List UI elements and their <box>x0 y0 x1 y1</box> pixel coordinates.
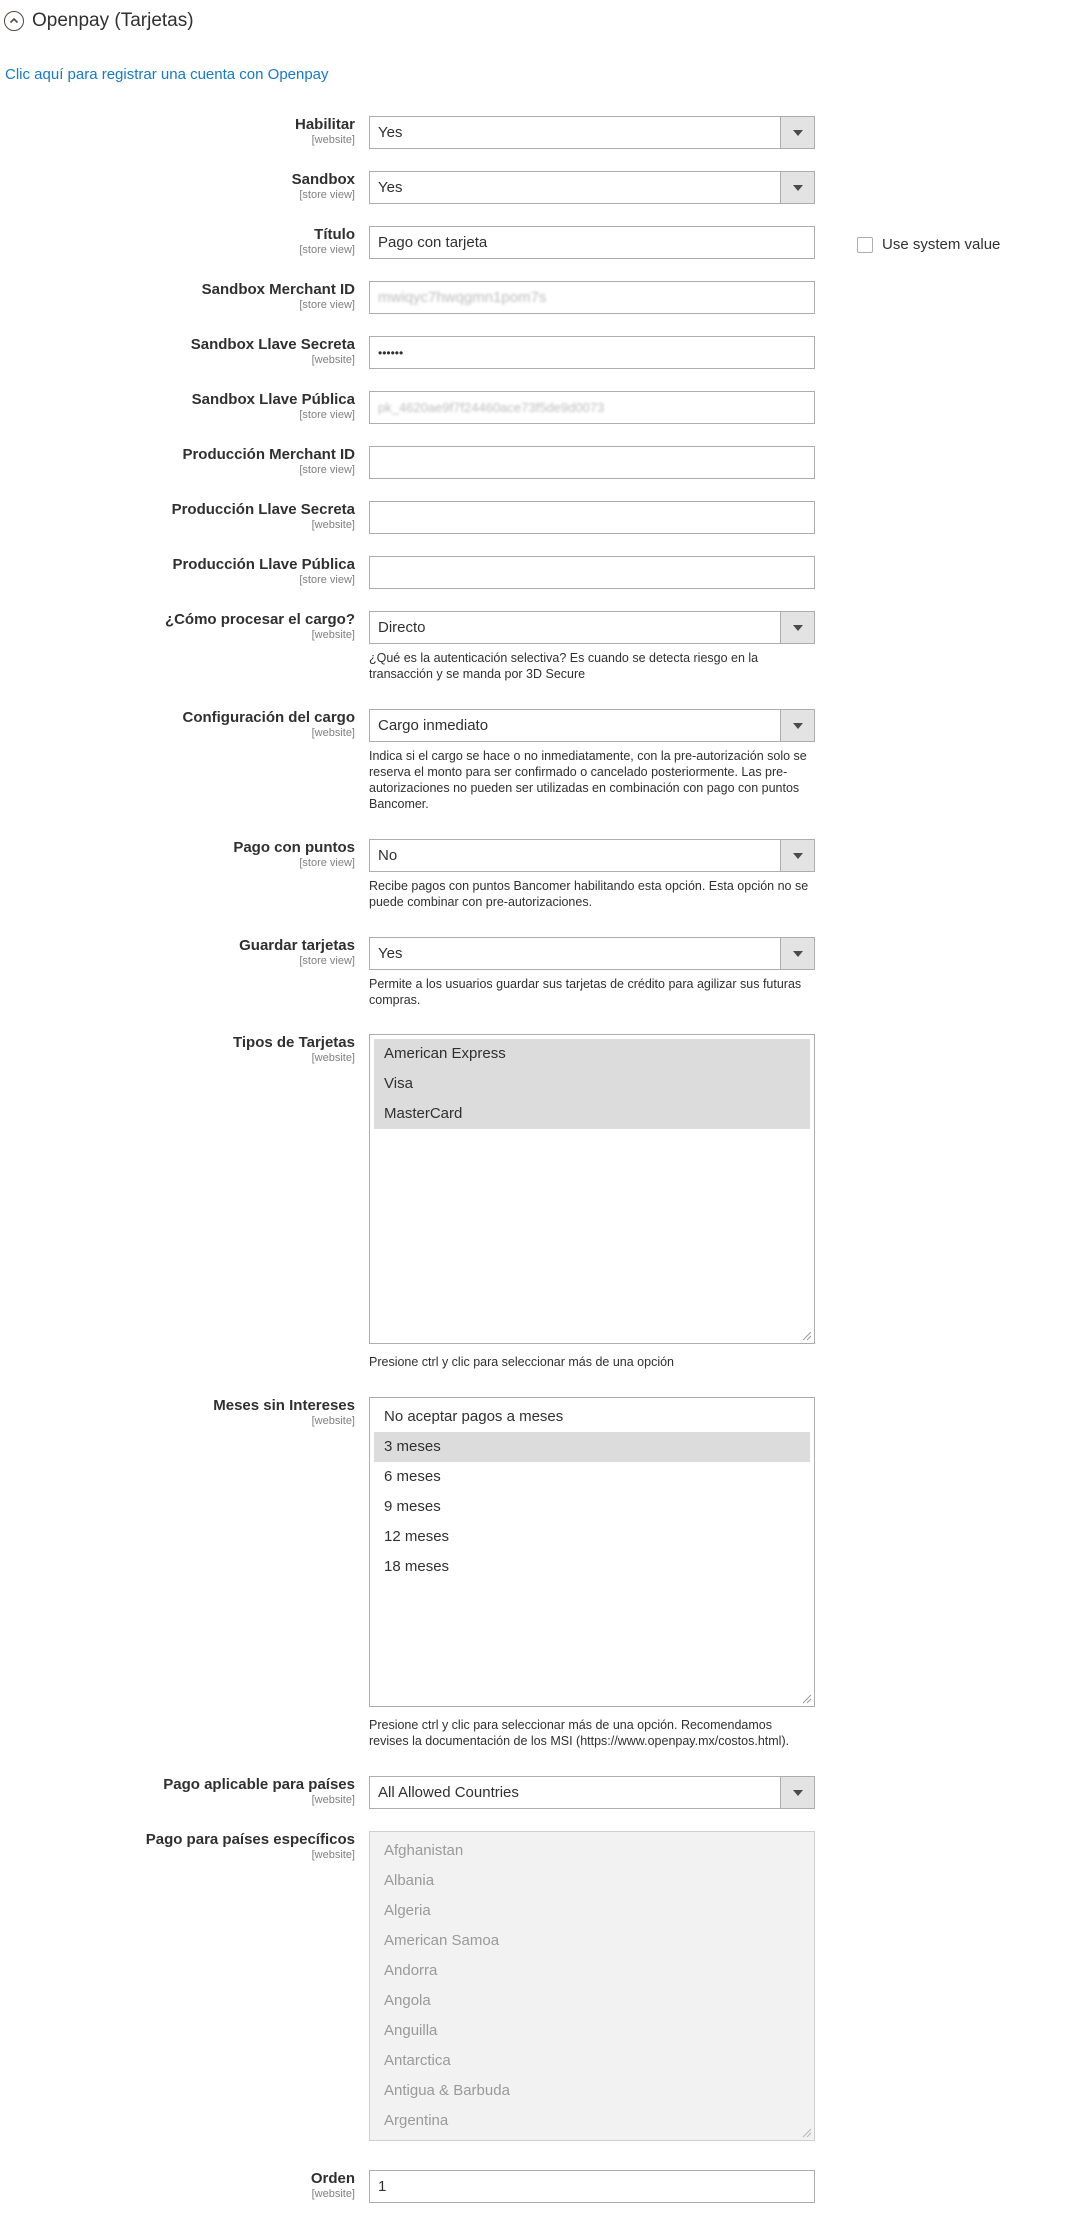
tipos-tarjetas-note: Presione ctrl y clic para seleccionar más de una opción <box>369 1355 675 1369</box>
list-item: Andorra <box>384 1962 438 1979</box>
produccion-merchant-id-scope: [store view] <box>299 464 355 476</box>
chevron-down-icon <box>793 951 803 957</box>
list-item: Albania <box>384 1872 435 1889</box>
chevron-down-icon <box>793 853 803 859</box>
list-item: American Samoa <box>384 1932 500 1949</box>
produccion-llave-publica-input[interactable] <box>369 556 815 589</box>
section-header[interactable] <box>4 10 194 32</box>
tipos-tarjetas-multiselect[interactable] <box>369 1034 815 1344</box>
chevron-down-icon <box>793 130 803 136</box>
list-item[interactable]: 12 meses <box>384 1528 450 1545</box>
list-item: Antigua & Barbuda <box>384 2082 510 2099</box>
como-procesar-note: ¿Qué es la autenticación selectiva? Es cuando se detecta riesgo en la transacción y se manda por 3D Secure <box>369 651 759 681</box>
list-item[interactable]: MasterCard <box>374 1099 810 1129</box>
list-item[interactable]: American Express <box>374 1039 810 1069</box>
produccion-llave-publica-label: Producción Llave Pública <box>172 556 355 573</box>
sandbox-llave-secreta-scope: [website] <box>311 354 355 366</box>
pago-paises-select[interactable] <box>369 1776 815 1809</box>
resize-handle-icon <box>800 2126 812 2138</box>
guardar-tarjetas-note: Permite a los usuarios guardar sus tarjetas de crédito para agilizar sus futuras compras. <box>369 977 802 1007</box>
como-procesar-select[interactable] <box>369 611 815 644</box>
paises-especificos-multiselect <box>369 1831 815 2141</box>
titulo-scope: [store view] <box>299 244 355 256</box>
pago-puntos-note: Recibe pagos con puntos Bancomer habilitando esta opción. Esta opción no se puede combinar con pre-autorizaciones. <box>369 879 809 909</box>
habilitar-scope: [website] <box>311 134 355 146</box>
habilitar-select[interactable] <box>369 116 815 149</box>
produccion-llave-secreta-scope: [website] <box>311 519 355 531</box>
chevron-up-icon[interactable] <box>4 11 24 31</box>
list-item[interactable]: 18 meses <box>384 1558 450 1575</box>
habilitar-value: Yes <box>378 124 403 141</box>
produccion-llave-publica-scope: [store view] <box>299 574 355 586</box>
list-item[interactable]: 6 meses <box>384 1468 441 1485</box>
list-item[interactable]: Visa <box>374 1069 810 1099</box>
pago-paises-value: All Allowed Countries <box>378 1784 519 1801</box>
sandbox-llave-publica-label: Sandbox Llave Pública <box>191 391 355 408</box>
guardar-tarjetas-select[interactable] <box>369 937 815 970</box>
titulo-input[interactable]: Pago con tarjeta <box>369 226 815 259</box>
configuracion-cargo-label: Configuración del cargo <box>182 709 355 726</box>
meses-multiselect[interactable] <box>369 1397 815 1707</box>
sandbox-value: Yes <box>378 179 403 196</box>
resize-handle-icon[interactable] <box>800 1329 812 1341</box>
list-item[interactable]: No aceptar pagos a meses <box>384 1408 564 1425</box>
pago-puntos-scope: [store view] <box>299 857 355 869</box>
register-account-link[interactable]: Clic aquí para registrar una cuenta con Openpay <box>5 66 329 83</box>
use-system-value-label: Use system value <box>882 236 1001 253</box>
list-item[interactable]: 3 meses <box>374 1432 810 1462</box>
como-procesar-label: ¿Cómo procesar el cargo? <box>164 611 355 628</box>
produccion-llave-secreta-input[interactable] <box>369 501 815 534</box>
meses-note: Presione ctrl y clic para seleccionar más de una opción. Recomendamos revises la documentación de los MSI (https://www.openpay.mx/costos.html). <box>369 1718 790 1748</box>
configuracion-cargo-value: Cargo inmediato <box>378 717 489 734</box>
pago-puntos-select[interactable] <box>369 839 815 872</box>
produccion-llave-secreta-label: Producción Llave Secreta <box>171 501 355 518</box>
sandbox-merchant-id-input[interactable] <box>369 281 815 314</box>
use-system-value[interactable] <box>857 236 1000 253</box>
use-system-value-checkbox[interactable] <box>857 237 873 253</box>
titulo-label: Título <box>314 226 355 243</box>
sandbox-label: Sandbox <box>291 171 355 188</box>
sandbox-llave-publica-scope: [store view] <box>299 409 355 421</box>
produccion-merchant-id-input[interactable] <box>369 446 815 479</box>
list-item: Antarctica <box>384 2052 451 2069</box>
section-title: Openpay (Tarjetas) <box>32 10 194 31</box>
guardar-tarjetas-value: Yes <box>378 945 403 962</box>
resize-handle-icon[interactable] <box>800 1692 812 1704</box>
chevron-down-icon <box>793 1790 803 1796</box>
sandbox-llave-secreta-label: Sandbox Llave Secreta <box>190 336 355 353</box>
list-item: Anguilla <box>384 2022 438 2039</box>
orden-scope: [website] <box>311 2188 355 2200</box>
produccion-merchant-id-label: Producción Merchant ID <box>182 446 355 463</box>
list-item: Argentina <box>384 2112 449 2129</box>
como-procesar-value: Directo <box>378 619 426 636</box>
pago-paises-scope: [website] <box>311 1794 355 1806</box>
list-item: Angola <box>384 1992 431 2009</box>
sandbox-llave-secreta-input[interactable]: •••••• <box>369 336 815 369</box>
paises-especificos-label: Pago para países específicos <box>145 1831 355 1848</box>
chevron-down-icon <box>793 185 803 191</box>
list-item: Afghanistan <box>384 1842 464 1859</box>
tipos-tarjetas-scope: [website] <box>311 1052 355 1064</box>
sandbox-merchant-id-scope: [store view] <box>299 299 355 311</box>
guardar-tarjetas-scope: [store view] <box>299 955 355 967</box>
sandbox-merchant-id-label: Sandbox Merchant ID <box>201 281 355 298</box>
como-procesar-scope: [website] <box>311 629 355 641</box>
orden-label: Orden <box>310 2170 355 2187</box>
habilitar-label: Habilitar <box>294 116 355 133</box>
tipos-tarjetas-label: Tipos de Tarjetas <box>233 1034 355 1051</box>
configuracion-cargo-select[interactable] <box>369 709 815 742</box>
chevron-down-icon <box>793 723 803 729</box>
sandbox-scope: [store view] <box>299 189 355 201</box>
chevron-down-icon <box>793 625 803 631</box>
pago-paises-label: Pago aplicable para países <box>163 1776 355 1793</box>
pago-puntos-value: No <box>378 847 398 864</box>
sandbox-select[interactable] <box>369 171 815 204</box>
sandbox-llave-publica-input[interactable] <box>369 391 815 424</box>
sandbox-llave-publica-value: pk_4620ae9f7f24460ace73f5de9d0073 <box>378 400 806 415</box>
meses-label: Meses sin Intereses <box>213 1397 355 1414</box>
pago-puntos-label: Pago con puntos <box>233 839 355 856</box>
configuracion-cargo-scope: [website] <box>311 727 355 739</box>
guardar-tarjetas-label: Guardar tarjetas <box>239 937 355 954</box>
paises-especificos-scope: [website] <box>311 1849 355 1861</box>
list-item: Algeria <box>384 1902 431 1919</box>
list-item[interactable]: 9 meses <box>384 1498 441 1515</box>
orden-input[interactable]: 1 <box>369 2170 815 2203</box>
meses-scope: [website] <box>311 1415 355 1427</box>
configuracion-cargo-note: Indica si el cargo se hace o no inmediatamente, con la pre-autorización solo se reserva el monto para ser confirmado o cancelado posteriormente. Las pre-autorizaciones no pueden ser utilizadas en combinación con pago con puntos Bancomer. <box>369 749 807 811</box>
sandbox-merchant-id-value: mwiqyc7hwqgmn1pom7s <box>378 289 806 306</box>
